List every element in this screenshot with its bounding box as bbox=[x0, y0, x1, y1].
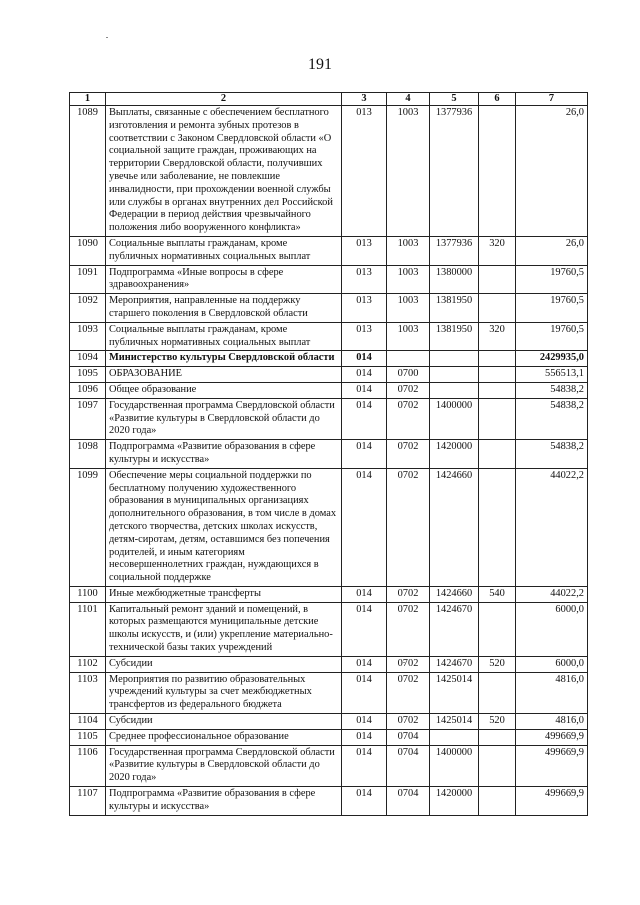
target-code: 1424670 bbox=[430, 602, 479, 656]
row-sum: 6000,0 bbox=[516, 602, 588, 656]
table-row bbox=[70, 729, 588, 745]
target-code: 1377936 bbox=[430, 106, 479, 237]
section-code: 0700 bbox=[387, 367, 430, 383]
admin-code: 014 bbox=[342, 745, 387, 786]
row-name: Государственная программа Свердловской области «Развитие культуры в Свердловской области до 2020 года» bbox=[106, 745, 342, 786]
column-header-7: 7 bbox=[516, 93, 588, 106]
row-number: 1104 bbox=[70, 714, 106, 730]
admin-code: 014 bbox=[342, 729, 387, 745]
column-header-2: 2 bbox=[106, 93, 342, 106]
row-number: 1097 bbox=[70, 398, 106, 439]
table-row bbox=[70, 106, 588, 237]
target-code bbox=[430, 351, 479, 367]
row-name: Иные межбюджетные трансферты bbox=[106, 586, 342, 602]
row-name: Подпрограмма «Развитие образования в сфере культуры и искусства» bbox=[106, 787, 342, 816]
row-number: 1093 bbox=[70, 322, 106, 351]
table-body bbox=[70, 106, 588, 816]
row-number: 1094 bbox=[70, 351, 106, 367]
expense-type-code bbox=[479, 382, 516, 398]
column-header-4: 4 bbox=[387, 93, 430, 106]
column-header-6: 6 bbox=[479, 93, 516, 106]
section-code: 0702 bbox=[387, 440, 430, 469]
expense-type-code bbox=[479, 745, 516, 786]
expense-type-code bbox=[479, 398, 516, 439]
row-number: 1092 bbox=[70, 294, 106, 323]
column-header-5: 5 bbox=[430, 93, 479, 106]
section-code: 1003 bbox=[387, 322, 430, 351]
admin-code: 014 bbox=[342, 398, 387, 439]
table-row bbox=[70, 468, 588, 586]
expense-type-code: 320 bbox=[479, 236, 516, 265]
row-number: 1102 bbox=[70, 656, 106, 672]
admin-code: 014 bbox=[342, 787, 387, 816]
scan-speck bbox=[106, 37, 108, 38]
row-number: 1089 bbox=[70, 106, 106, 237]
admin-code: 014 bbox=[342, 656, 387, 672]
section-code: 0702 bbox=[387, 656, 430, 672]
row-sum: 54838,2 bbox=[516, 440, 588, 469]
expense-type-code bbox=[479, 367, 516, 383]
expense-type-code bbox=[479, 468, 516, 586]
row-name: Мероприятия по развитию образовательных учреждений культуры за счет межбюджетных трансфертов из федерального бюджета bbox=[106, 672, 342, 713]
section-code: 1003 bbox=[387, 236, 430, 265]
target-code bbox=[430, 729, 479, 745]
row-sum: 26,0 bbox=[516, 106, 588, 237]
admin-code: 014 bbox=[342, 714, 387, 730]
row-sum: 44022,2 bbox=[516, 468, 588, 586]
row-name: Общее образование bbox=[106, 382, 342, 398]
row-name: Министерство культуры Свердловской области bbox=[106, 351, 342, 367]
row-name: Субсидии bbox=[106, 656, 342, 672]
table-row bbox=[70, 714, 588, 730]
section-code: 0702 bbox=[387, 586, 430, 602]
expense-type-code bbox=[479, 294, 516, 323]
row-name: Субсидии bbox=[106, 714, 342, 730]
target-code: 1381950 bbox=[430, 322, 479, 351]
row-name: Обеспечение меры социальной поддержки по бесплатному получению художественного образования в муниципальных организациях дополнительного образования, в том числе в домах детского творчества, детских школах искусств, детям-сиротам, детям, оставшимся без попечения родителей, и иным категориям несовершеннолетних граждан, нуждающихся в социальной поддержке bbox=[106, 468, 342, 586]
expense-type-code bbox=[479, 265, 516, 294]
page-number: 191 bbox=[308, 56, 332, 73]
row-sum: 6000,0 bbox=[516, 656, 588, 672]
admin-code: 013 bbox=[342, 106, 387, 237]
target-code: 1400000 bbox=[430, 745, 479, 786]
expense-type-code bbox=[479, 440, 516, 469]
row-name: Подпрограмма «Иные вопросы в сфере здравоохранения» bbox=[106, 265, 342, 294]
row-number: 1105 bbox=[70, 729, 106, 745]
row-name: Государственная программа Свердловской области «Развитие культуры в Свердловской области до 2020 года» bbox=[106, 398, 342, 439]
section-code: 0704 bbox=[387, 787, 430, 816]
budget-table bbox=[69, 92, 588, 816]
row-sum: 44022,2 bbox=[516, 586, 588, 602]
expense-type-code bbox=[479, 787, 516, 816]
row-number: 1103 bbox=[70, 672, 106, 713]
row-name: Социальные выплаты гражданам, кроме публичных нормативных социальных выплат bbox=[106, 236, 342, 265]
expense-type-code: 520 bbox=[479, 714, 516, 730]
row-sum: 54838,2 bbox=[516, 398, 588, 439]
admin-code: 014 bbox=[342, 440, 387, 469]
admin-code: 013 bbox=[342, 322, 387, 351]
table-row bbox=[70, 265, 588, 294]
admin-code: 013 bbox=[342, 294, 387, 323]
target-code: 1425014 bbox=[430, 714, 479, 730]
column-header-1: 1 bbox=[70, 93, 106, 106]
admin-code: 013 bbox=[342, 265, 387, 294]
target-code: 1424670 bbox=[430, 656, 479, 672]
column-header-3: 3 bbox=[342, 93, 387, 106]
target-code: 1400000 bbox=[430, 398, 479, 439]
row-number: 1098 bbox=[70, 440, 106, 469]
row-number: 1091 bbox=[70, 265, 106, 294]
target-code: 1377936 bbox=[430, 236, 479, 265]
admin-code: 014 bbox=[342, 351, 387, 367]
target-code: 1381950 bbox=[430, 294, 479, 323]
table-row bbox=[70, 382, 588, 398]
section-code: 1003 bbox=[387, 294, 430, 323]
admin-code: 013 bbox=[342, 236, 387, 265]
row-sum: 556513,1 bbox=[516, 367, 588, 383]
row-sum: 19760,5 bbox=[516, 322, 588, 351]
admin-code: 014 bbox=[342, 367, 387, 383]
section-code: 1003 bbox=[387, 106, 430, 237]
section-code: 0704 bbox=[387, 745, 430, 786]
expense-type-code bbox=[479, 672, 516, 713]
target-code: 1380000 bbox=[430, 265, 479, 294]
admin-code: 014 bbox=[342, 672, 387, 713]
admin-code: 014 bbox=[342, 586, 387, 602]
table-row bbox=[70, 440, 588, 469]
row-sum: 4816,0 bbox=[516, 714, 588, 730]
row-number: 1099 bbox=[70, 468, 106, 586]
expense-type-code bbox=[479, 602, 516, 656]
expense-type-code: 320 bbox=[479, 322, 516, 351]
table-row bbox=[70, 745, 588, 786]
section-code: 0704 bbox=[387, 729, 430, 745]
row-name: Мероприятия, направленные на поддержку старшего поколения в Свердловской области bbox=[106, 294, 342, 323]
admin-code: 014 bbox=[342, 468, 387, 586]
row-sum: 54838,2 bbox=[516, 382, 588, 398]
row-sum: 19760,5 bbox=[516, 265, 588, 294]
row-name: ОБРАЗОВАНИЕ bbox=[106, 367, 342, 383]
row-name: Подпрограмма «Развитие образования в сфере культуры и искусства» bbox=[106, 440, 342, 469]
target-code: 1425014 bbox=[430, 672, 479, 713]
target-code: 1424660 bbox=[430, 586, 479, 602]
row-name: Капитальный ремонт зданий и помещений, в которых размещаются муниципальные детские школы искусств, и (или) укрепление материально-технической базы таких учреждений bbox=[106, 602, 342, 656]
section-code bbox=[387, 351, 430, 367]
table-row bbox=[70, 236, 588, 265]
expense-type-code bbox=[479, 106, 516, 237]
row-number: 1106 bbox=[70, 745, 106, 786]
row-sum: 4816,0 bbox=[516, 672, 588, 713]
expense-type-code: 540 bbox=[479, 586, 516, 602]
row-sum: 499669,9 bbox=[516, 745, 588, 786]
table-row bbox=[70, 672, 588, 713]
section-code: 0702 bbox=[387, 398, 430, 439]
table-row bbox=[70, 367, 588, 383]
target-code bbox=[430, 382, 479, 398]
row-sum: 499669,9 bbox=[516, 787, 588, 816]
row-sum: 19760,5 bbox=[516, 294, 588, 323]
row-number: 1100 bbox=[70, 586, 106, 602]
row-number: 1096 bbox=[70, 382, 106, 398]
admin-code: 014 bbox=[342, 382, 387, 398]
table-row bbox=[70, 322, 588, 351]
row-name: Выплаты, связанные с обеспечением бесплатного изготовления и ремонта зубных протезов в соответствии с Законом Свердловской области «О социальной защите граждан, проживающих на территории Свердловской области, получивших увечье или заболевание, не повлекшие инвалидности, при прохождении военной службы или службы в органах внутренних дел Российской Федерации в период действия чрезвычайного положения либо вооруженного конфликта» bbox=[106, 106, 342, 237]
expense-type-code bbox=[479, 729, 516, 745]
section-code: 0702 bbox=[387, 602, 430, 656]
table-row bbox=[70, 294, 588, 323]
table-row bbox=[70, 351, 588, 367]
table-row bbox=[70, 602, 588, 656]
row-sum: 2429935,0 bbox=[516, 351, 588, 367]
row-name: Среднее профессиональное образование bbox=[106, 729, 342, 745]
target-code: 1424660 bbox=[430, 468, 479, 586]
section-code: 0702 bbox=[387, 672, 430, 713]
section-code: 0702 bbox=[387, 468, 430, 586]
expense-type-code bbox=[479, 351, 516, 367]
row-number: 1095 bbox=[70, 367, 106, 383]
table-header-row bbox=[70, 93, 588, 106]
section-code: 0702 bbox=[387, 382, 430, 398]
section-code: 1003 bbox=[387, 265, 430, 294]
table-row bbox=[70, 586, 588, 602]
target-code: 1420000 bbox=[430, 787, 479, 816]
table-row bbox=[70, 656, 588, 672]
row-number: 1107 bbox=[70, 787, 106, 816]
row-sum: 26,0 bbox=[516, 236, 588, 265]
target-code: 1420000 bbox=[430, 440, 479, 469]
admin-code: 014 bbox=[342, 602, 387, 656]
expense-type-code: 520 bbox=[479, 656, 516, 672]
target-code bbox=[430, 367, 479, 383]
row-number: 1101 bbox=[70, 602, 106, 656]
table-row bbox=[70, 787, 588, 816]
row-number: 1090 bbox=[70, 236, 106, 265]
row-name: Социальные выплаты гражданам, кроме публичных нормативных социальных выплат bbox=[106, 322, 342, 351]
row-sum: 499669,9 bbox=[516, 729, 588, 745]
table-row bbox=[70, 398, 588, 439]
section-code: 0702 bbox=[387, 714, 430, 730]
